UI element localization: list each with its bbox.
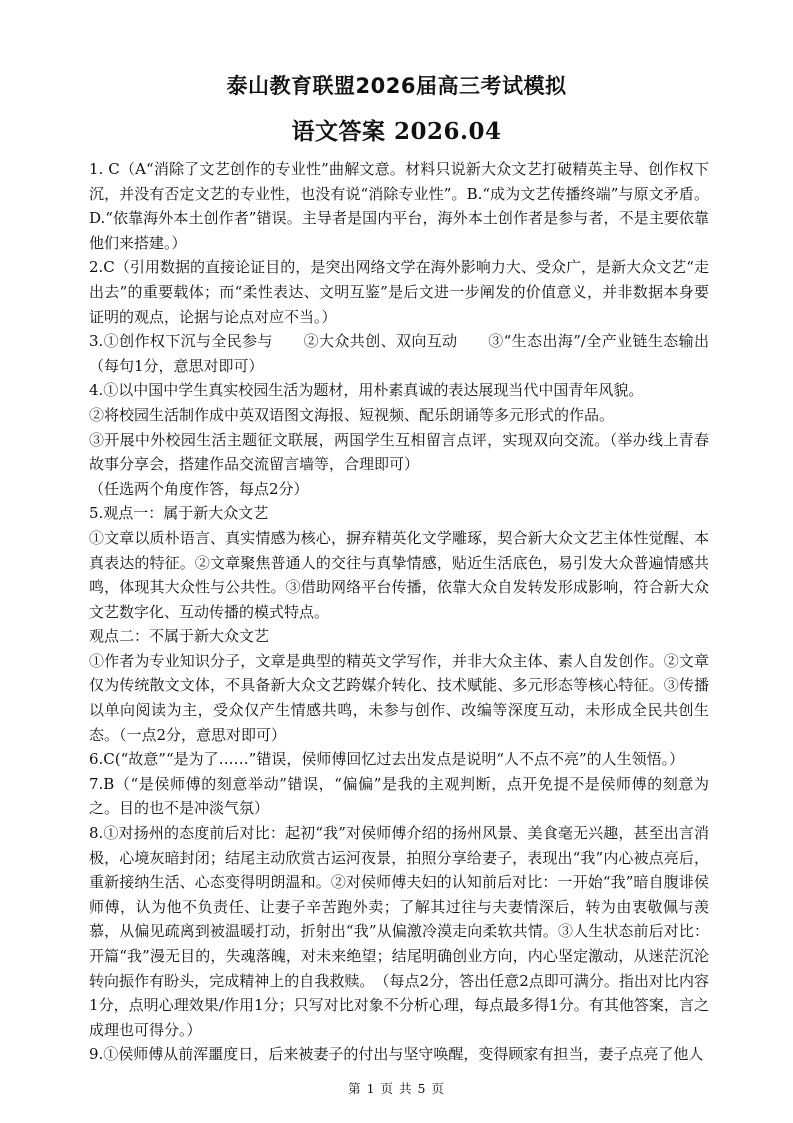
answer-paragraph: 4.①以中国中学生真实校园生活为题材，用朴素真诚的表达展现当代中国青年风貌。 [89, 381, 644, 400]
answer-paragraph: 观点二：不属于新大众文艺 [89, 627, 270, 646]
answer-paragraph: 6.C(“故意”“是为了……”错误，侯师傅回忆过去出发点是说明“人不点不亮”的人生领悟。） [89, 750, 685, 769]
answer-paragraph: 7.B（“是侯师傅的刻意举动”错误，“偏偏”是我的主观判断，点开免提不是侯师傅的刻意为之。目的也不是冲淡气氛） [89, 774, 709, 818]
answer-body [89, 157, 709, 1067]
answer-paragraph: 9.①侯师傅从前浑噩度日，后来被妻子的付出与坚守唤醒，变得顾家有担当，妻子点亮了他人 [89, 1045, 704, 1064]
page-subtitle: 语文答案 2026.04 [291, 118, 502, 145]
answer-paragraph: 8.①对扬州的态度前后对比：起初“我”对侯师傅介绍的扬州风景、美食毫无兴趣，甚至出言消极，心境灰暗封闭；结尾主动欣赏古运河夜景，拍照分享给妻子，表现出“我”内心被点亮后，重新接纳生活、心态变得明朗温和。②对侯师傅夫妇的认知前后对比：一开始“我”暗自腹诽侯师傅，认为他不负责任、让妻子辛苦跑外卖；了解其过往与夫妻情深后，转为由衷敬佩与羡慕，从偏见疏离到被温暖打动，折射出“我”从偏激冷漠走向柔软共情。③人生状态前后对比：开篇“我”漫无目的，失魂落魄，对未来绝望；结尾明确创业方向，内心坚定激动，从迷茫沉沦转向振作有盼头，完成精神上的自我救赎。 （每点2分，答出任意2点即可满分。指出对比内容1分，点明心理效果/作用1分；只写对比对象不分析心理，每点最多得1分。有其他答案，言之成理也可得分。） [89, 824, 709, 1039]
answer-paragraph: （任选两个角度作答，每点2分） [89, 479, 309, 498]
answer-paragraph: 3.①创作权下沉与全民参与 ②大众共创、双向互动 ③“生态出海”/全产业链生态输出（每句1分，意思对即可） [89, 332, 709, 375]
answer-paragraph: ①作者为专业知识分子，文章是典型的精英文学写作，并非大众主体、素人自发创作。②文章仅为传统散文文体，不具备新大众文艺跨媒介转化、技术赋能、多元形态等核心特征。③传播以单向阅读为主，受众仅产生情感共鸣，未参与创作、改编等深度互动，未形成全民共创生态。（一点2分，意思对即可） [89, 651, 709, 744]
answer-paragraph: ③开展中外校园生活主题征文联展，两国学生互相留言点评，实现双向交流。（举办线上青春故事分享会，搭建作品交流留言墙等，合理即可） [89, 430, 709, 474]
answer-paragraph: 2.C（引用数据的直接论证目的，是突出网络文学在海外影响力大、受众广，是新大众文艺“走出去”的重要载体；而“柔性表达、文明互鉴”是后文进一步阐发的价值意义，并非数据本身要证明的观点，论据与论点对应不当。） [89, 258, 709, 326]
answer-paragraph: ②将校园生活制作成中英双语图文海报、短视频、配乐朗诵等多元形式的作品。 [89, 405, 615, 424]
page-number-footer: 第 1 页 共 5 页 [348, 1081, 445, 1096]
answer-paragraph: 5.观点一：属于新大众文艺 [89, 504, 269, 523]
page-title: 泰山教育联盟2026届高三考试模拟 [226, 74, 567, 98]
answer-paragraph: 1. C（A“消除了文艺创作的专业性”曲解文意。材料只说新大众文艺打破精英主导、创作权下沉，并没有否定文艺的专业性，也没有说“消除专业性”。B.“成为文艺传播终端”与原文矛盾。D.“依靠海外本土创作者”错误。主导者是国内平台，海外本土创作者是参与者，不是主要依靠他们来搭建。） [89, 160, 709, 252]
answer-paragraph: ①文章以质朴语言、真实情感为核心，摒弃精英化文学雕琢，契合新大众文艺主体性觉醒、本真表达的特征。②文章聚焦普通人的交往与真挚情感，贴近生活底色，易引发大众普遍情感共鸣，体现其大众性与公共性。③借助网络平台传播，依靠大众自发转发形成影响，符合新大众文艺数字化、互动传播的模式特点。 [89, 528, 709, 621]
